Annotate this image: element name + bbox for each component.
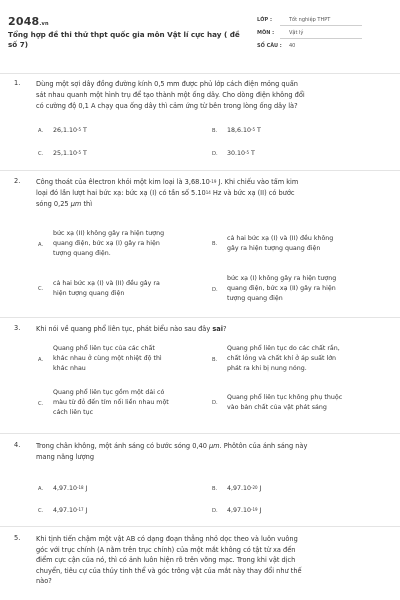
divider bbox=[0, 170, 400, 171]
divider bbox=[0, 73, 400, 74]
question-number: 4. bbox=[14, 441, 21, 449]
option-a[interactable]: A. Quang phổ liên tục của các chất khác nhau ở cùng một nhiệt độ thì khác nhau bbox=[38, 345, 162, 372]
option-b[interactable]: B. Quang phổ liên tục do các chất rắn, chất lỏng và chất khí ở áp suất lớn phát ra khi bị nung nóng. bbox=[212, 345, 340, 372]
exam-page: 2048.vn Tổng hợp đề thi thử thpt quốc gia môn Vật lí cực hay ( đề số 7) LỚP : Tốt nghiệp THPT MÔN : Vật lý SỐ CÂU : 40 1. Dùng một sợi dây đồng đường kính 0,5 mm được phủ lớp cách điện mỏng quấn sát nhau quanh một hình trụ để tạo thành một ống dây. Cho dòng điện không đổi có cường độ 0,1 A chạy qua ống dây thì cảm ứng từ bên trong lòng ống dây là? A. $26,1.10^{-5}$ T B. $18,6.10^{-5}$ T C. $25,1.10^{-5}$ T D. $30.10^{-5}$ T 2. Công thoát của êlectron khỏi một kim loại là $3,68.10^{-19}$ J. Khi chiếu vào tấm kim loại đó lần lượt hai bức xạ: bức xạ (I) có tần số 5.10$^{14}$ Hz và bức xạ (II) có bước sóng 0,25 μm thì A. bức xạ (II) không gây ra hiện tượng quang điện, bức xạ (I) gây ra hiện tượng quang điện. B. cả hai bức xạ (I) và (II) đều không gây ra hiện tượng quang điện C. cả hai bức xạ (I) và (II) đều gây ra hiện tượng quang điện D. bức xạ (I) không gây ra hiện tượng quang điện, bức xạ (II) gây ra hiện tượng quang điện 3. Khi nói về quang phổ liên tục, phát biểu nào sau đây sai? A. Quang phổ liên tục của các chất khác nhau ở cùng một nhiệt độ thì khác nhau B. Quang phổ liên tục do các chất rắn, chất lỏng và chất khí ở áp suất lớn phát ra khi bị nung nóng. C. Quang phổ liên tục gồm một dải có màu từ đỏ đến tím nối liền nhau một cách liên tục D. Quang phổ liên tục không phụ thuộc vào bản chất của vật phát sáng 4. Trong chân không, một ánh sáng có bước sóng 0,40 μm. Phôtôn của ánh sáng này mang năng lượng A. $4,97.10^{-18}$ J B. $4,97.10^{-20}$ J C. $4,97.10^{-17}$ J D. $4,97.10^{-19}$ J 5. Khi tịnh tiến chậm một vật AB có dạng đoạn thẳng nhỏ dọc theo và luôn vuông góc với trục chính (A nằm trên trục chính) của một mắt không có tật từ xa đến điểm cực cận của nó, thì có ảnh luôn hiện rõ trên võng mạc. Trong khi vật dịch chuyển, tiêu cự của thủy tinh thể và góc trông vật của mắt này thay đổi như thế nào? bbox=[0, 0, 400, 600]
meta-question-count: SỐ CÂU : 40 bbox=[257, 43, 296, 49]
option-a[interactable]: A. bức xạ (II) không gây ra hiện tượng quang điện, bức xạ (I) gây ra hiện tượng quang điện. bbox=[38, 230, 165, 257]
question-number: 2. bbox=[14, 177, 21, 185]
divider bbox=[0, 317, 400, 318]
question-text: Khi nói về quang phổ liên tục, phát biểu nào sau đây sai? bbox=[36, 325, 227, 333]
option-b[interactable]: B. cả hai bức xạ (I) và (II) đều không gây ra hiện tượng quang điện bbox=[212, 235, 334, 252]
question-number: 3. bbox=[14, 324, 21, 332]
option-d[interactable]: D. bức xạ (I) không gây ra hiện tượng quang điện, bức xạ (II) gây ra hiện tượng quang điện bbox=[212, 275, 337, 302]
meta-underline bbox=[280, 25, 362, 26]
site-logo[interactable]: 2048.vn bbox=[8, 15, 49, 28]
divider bbox=[0, 526, 400, 527]
question-text: Công thoát của êlectron khỏi một kim loại là $3,68.10^{-19}$ J. Khi chiếu vào tấm kim loại đó lần lượt hai bức xạ: bức xạ (I) có tần số 5.10$^{14}$ Hz và bức xạ (II) có bước sóng 0,25 μm thì bbox=[36, 178, 299, 208]
question-text: Dùng một sợi dây đồng đường kính 0,5 mm được phủ lớp cách điện mỏng quấn sát nhau quanh một hình trụ để tạo thành một ống dây. Cho dòng điện không đổi có cường độ 0,1 A chạy qua ống dây thì cảm ứng từ bên trong lòng ống dây là? bbox=[36, 80, 305, 110]
meta-subject: MÔN : Vật lý bbox=[257, 30, 304, 36]
option-d[interactable]: D. Quang phổ liên tục không phụ thuộc vào bản chất của vật phát sáng bbox=[212, 394, 343, 411]
question-number: 1. bbox=[14, 79, 21, 87]
option-c[interactable]: C. cả hai bức xạ (I) và (II) đều gây ra hiện tượng quang điện bbox=[38, 280, 160, 297]
option-c[interactable]: C. Quang phổ liên tục gồm một dải có màu từ đỏ đến tím nối liền nhau một cách liên tục bbox=[38, 389, 169, 416]
divider bbox=[0, 433, 400, 434]
document-title: Tổng hợp đề thi thử thpt quốc gia môn Vật lí cực hay ( đề số 7) bbox=[8, 30, 240, 49]
meta-grade: LỚP : Tốt nghiệp THPT bbox=[257, 17, 331, 23]
question-number: 5. bbox=[14, 534, 21, 542]
question-text: Trong chân không, một ánh sáng có bước sóng 0,40 μm. Phôtôn của ánh sáng này mang năng lượng bbox=[36, 442, 308, 461]
question-text: Khi tịnh tiến chậm một vật AB có dạng đoạn thẳng nhỏ dọc theo và luôn vuông góc với trục chính (A nằm trên trục chính) của một mắt không có tật từ xa đến điểm cực cận của nó, thì có ảnh luôn hiện rõ trên võng mạc. Trong khi vật dịch chuyển, tiêu cự của thủy tinh thể và góc trông vật của mắt này thay đổi như thế nào? bbox=[36, 535, 302, 586]
meta-underline bbox=[280, 38, 362, 39]
